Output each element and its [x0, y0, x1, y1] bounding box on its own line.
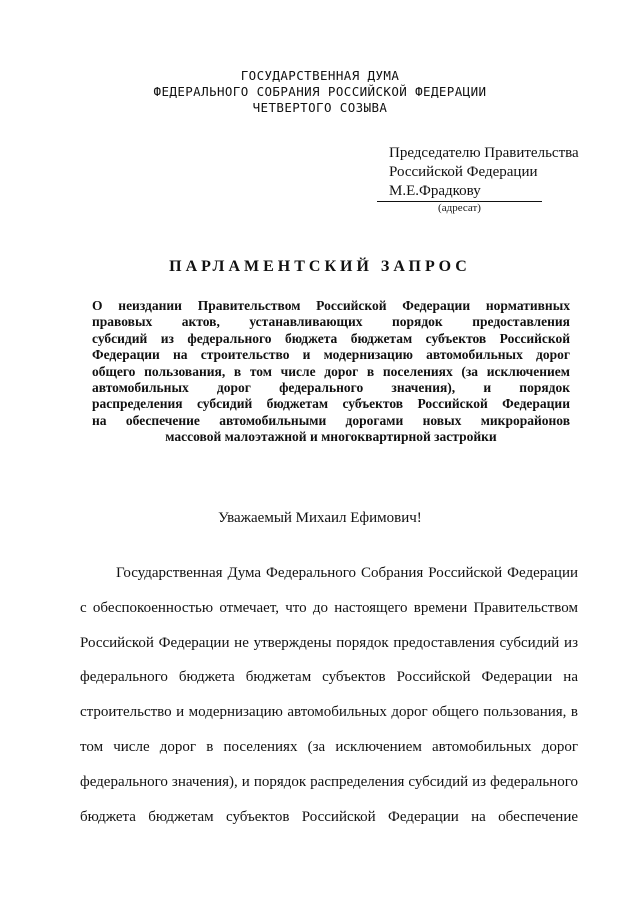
addressee-block: [389, 144, 589, 201]
subject-line: распределения субсидий бюджетам субъектов Российской Федерации: [92, 396, 570, 412]
body-line: бюджета бюджетам субъектов Российской Федерации на обеспечение: [80, 808, 578, 825]
addressee-line-2: Российской Федерации: [389, 164, 538, 180]
subject-line: правовых актов, устанавливающих порядок предоставления: [92, 314, 570, 330]
addressee-line-3: М.Е.Фрадкову: [389, 183, 481, 199]
subject-block: [92, 298, 570, 446]
issuer-line-1: ГОСУДАРСТВЕННАЯ ДУМА: [240, 68, 400, 83]
document-title: ПАРЛАМЕНТСКИЙ ЗАПРОС: [169, 258, 471, 275]
body-line: Государственная Дума Федерального Собрания Российской Федерации: [116, 565, 578, 581]
subject-line: Федерации на строительство и модернизацию автомобильных дорог: [92, 347, 570, 363]
addressee-line-1: Председателю Правительства: [389, 145, 579, 161]
subject-line: субсидий из федерального бюджета бюджетам субъектов Российской: [92, 330, 570, 346]
body-text: [80, 556, 578, 834]
subject-line: на обеспечение автомобильными дорогами новых микрорайонов: [92, 412, 570, 428]
subject-line: массовой малоэтажной и многоквартирной застройки: [165, 429, 497, 445]
salutation: Уважаемый Михаил Ефимович!: [218, 510, 422, 526]
body-line: с обеспокоенностью отмечает, что до настоящего времени Правительством: [80, 599, 578, 616]
body-line: том числе дорог в поселениях (за исключением автомобильных дорог: [80, 738, 578, 755]
body-line: Российской Федерации не утверждены порядок предоставления субсидий из: [80, 634, 578, 651]
subject-line: общего пользования, в том числе дорог в поселениях (за исключением: [92, 363, 570, 379]
addressee-caption: (адресат): [438, 202, 481, 214]
issuer-line-3: ЧЕТВЕРТОГО СОЗЫВА: [252, 100, 388, 115]
subject-line: автомобильных дорог федерального значения), и порядок: [92, 380, 570, 396]
issuer-header: [0, 68, 640, 116]
subject-line: О неиздании Правительством Российской Федерации нормативных: [92, 298, 570, 313]
issuer-line-2: ФЕДЕРАЛЬНОГО СОБРАНИЯ РОССИЙСКОЙ ФЕДЕРАЦИИ: [153, 84, 487, 99]
body-line: строительство и модернизацию автомобильных дорог общего пользования, в: [80, 704, 578, 721]
body-line: федерального значения), и порядок распределения субсидий из федерального: [80, 773, 578, 790]
body-line: федерального бюджета бюджетам субъектов Российской Федерации на: [80, 669, 578, 686]
